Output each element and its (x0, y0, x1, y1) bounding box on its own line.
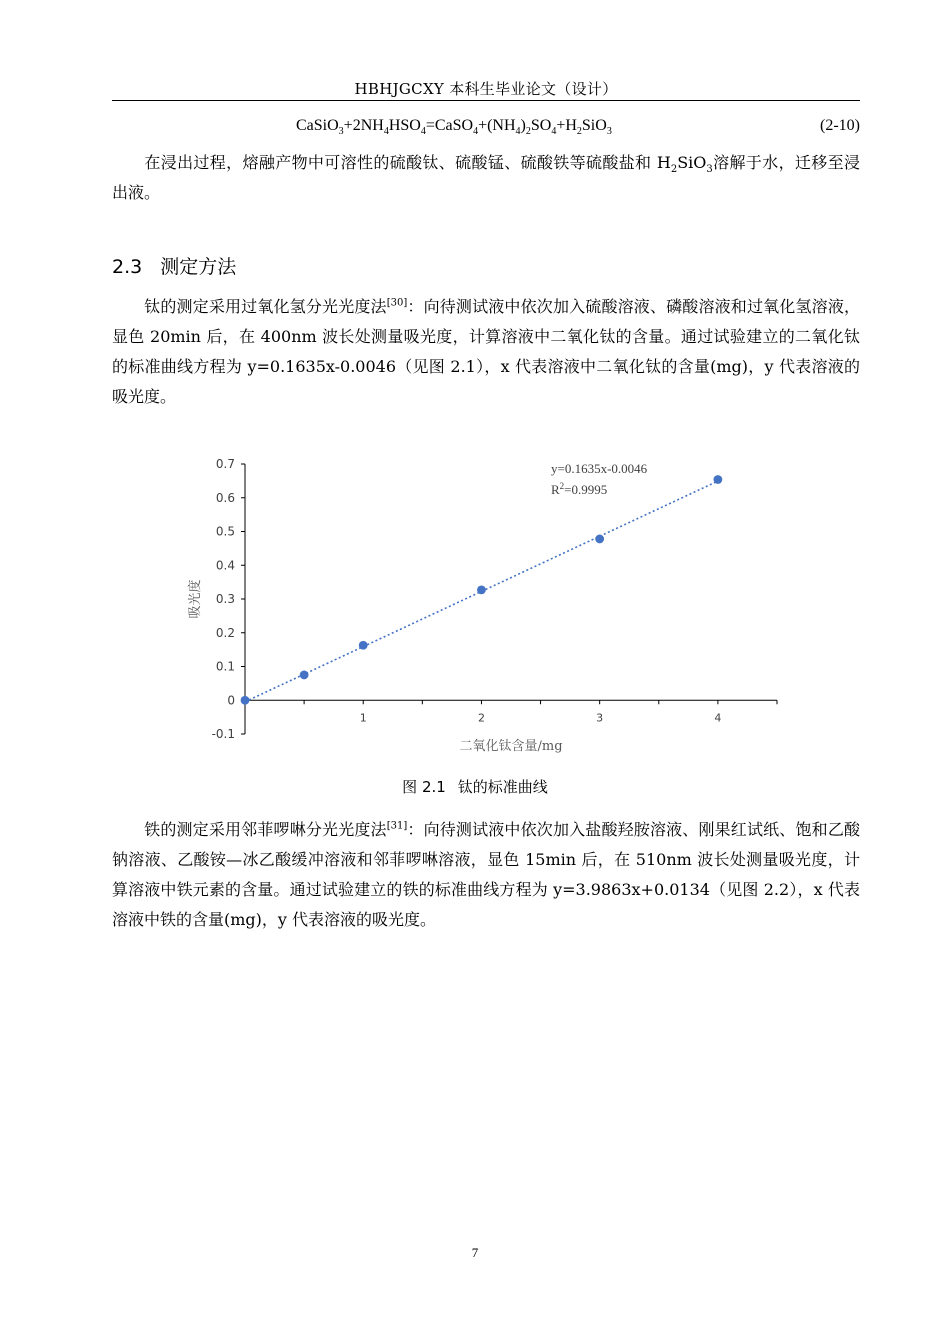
figure-number: 图 2.1 (402, 778, 446, 796)
y-tick-label: -0.1 (211, 727, 235, 741)
x-tick-label: 4 (714, 711, 722, 725)
equation-number: (2-10) (820, 117, 860, 134)
data-point (300, 671, 309, 680)
y-tick-label: 0.1 (215, 659, 235, 674)
x-axis (245, 700, 777, 724)
y-tick-label: 0.7 (215, 457, 235, 471)
paragraph-leaching: 在浸出过程，熔融产物中可溶性的硫酸钛、硫酸锰、硫酸铁等硫酸盐和 $H_2SiO_3$溶解于水，迁移至浸出液。 (112, 153, 860, 202)
chemical-equation: $CaSiO_3+2NH_4HSO_4=CaSO_4+(NH_4)_2SO_4+H_2SiO_3$ (296, 117, 612, 138)
x-tick-label: 1 (359, 711, 367, 725)
data-point (595, 535, 604, 544)
r-squared-label: $R^2=0.9995$ (551, 481, 608, 497)
y-axis-label: 吸光度 (188, 579, 203, 619)
citation-30[interactable]: [30] (386, 297, 408, 309)
section-title: 测定方法 (160, 256, 237, 278)
data-point (713, 475, 722, 484)
x-tick-label: 3 (596, 711, 604, 725)
section-number: 2.3 (112, 256, 143, 278)
figure-caption (0, 776, 950, 797)
y-tick-label: 0.5 (215, 524, 235, 539)
y-tick-label: 0.2 (215, 625, 235, 640)
titanium-standard-curve-chart (180, 450, 790, 770)
x-axis-label: 二氧化钛含量/mg (459, 739, 563, 754)
y-tick-label: 0.3 (215, 592, 235, 606)
y-axis (212, 457, 245, 741)
figure-caption-text: 钛的标准曲线 (457, 778, 548, 796)
y-tick-label: 0.4 (215, 558, 235, 573)
y-tick-label: 0.6 (215, 490, 235, 505)
data-points (241, 475, 723, 705)
x-tick-label: 2 (477, 711, 485, 725)
citation-31[interactable]: [31] (386, 820, 408, 832)
header-rule (112, 100, 860, 101)
y-tick-label: 0 (227, 693, 235, 708)
data-point (359, 641, 368, 650)
page-number: 7 (471, 1245, 479, 1260)
trendline-equation-label: y=0.1635x-0.0046 (551, 461, 648, 476)
paragraph-titanium-method: 钛的测定采用过氧化氢分光光度法[30]：向待测试液中依次加入硫酸溶液、磷酸溶液和过氧化氢溶液，显色 20min 后，在 400nm 波长处测量吸光度，计算溶液中二氧化钛的含量。通过试验建立的二氧化钛的标准曲线方程为 y=0.1635x-0.0046（见图 2.1），x 代表溶液中二氧化钛的含量(mg)，y 代表溶液的吸光度。 (112, 297, 860, 406)
section-heading (112, 252, 236, 279)
paragraph-iron-method: 铁的测定采用邻菲啰啉分光光度法[31]：向待测试液中依次加入盐酸羟胺溶液、刚果红试纸、饱和乙酸钠溶液、乙酸铵—冰乙酸缓冲溶液和邻菲啰啉溶液，显色 15min 后，在 510nm 波长处测量吸光度，计算溶液中铁元素的含量。通过试验建立的铁的标准曲线方程为 y=3.9863x+0.0134（见图 2.2），x 代表溶液中铁的含量(mg)，y 代表溶液的吸光度。 (112, 820, 860, 929)
page-header: HBHJGCXY 本科生毕业论文（设计） (354, 80, 618, 98)
data-point (241, 696, 250, 705)
data-point (477, 585, 486, 594)
